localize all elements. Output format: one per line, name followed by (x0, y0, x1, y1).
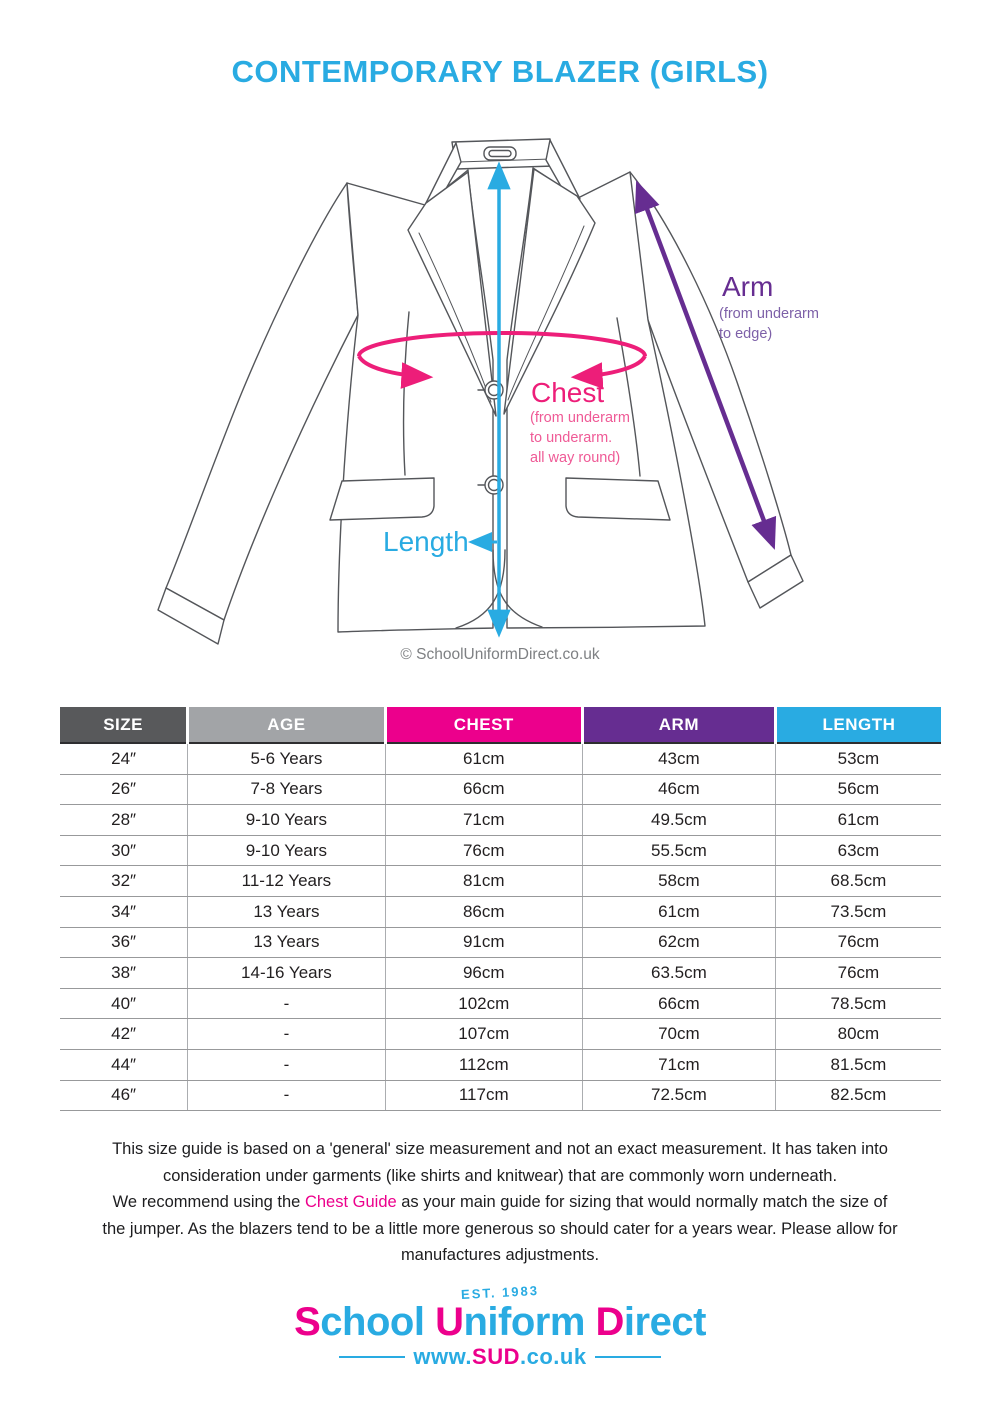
table-row (60, 988, 941, 1019)
logo-dash-left (339, 1356, 405, 1358)
chest-cell: 96cm (385, 958, 582, 989)
chest-cell: 107cm (385, 1019, 582, 1050)
table-row (60, 896, 941, 927)
chest-cell: 112cm (385, 1049, 582, 1080)
left-pocket-flap (330, 478, 434, 520)
arm-cell: 61cm (582, 896, 775, 927)
age-cell: 9-10 Years (188, 835, 385, 866)
length-cell: 76cm (775, 927, 941, 958)
age-cell: 13 Years (188, 896, 385, 927)
age-cell: - (188, 988, 385, 1019)
blazer-diagram (0, 130, 1000, 675)
chest-sublabel-2: to underarm. (530, 430, 613, 446)
size-cell: 26″ (60, 774, 188, 805)
length-cell: 76cm (775, 958, 941, 989)
size-cell: 30″ (60, 835, 188, 866)
chest-sublabel-1: (from underarm (530, 410, 630, 426)
table-row (60, 743, 941, 774)
chest-guide-link[interactable]: Chest Guide (304, 1193, 397, 1211)
age-cell: - (188, 1019, 385, 1050)
logo-dash-right (595, 1356, 661, 1358)
table-row (60, 958, 941, 989)
table-row (60, 866, 941, 897)
arm-cell: 49.5cm (582, 805, 775, 836)
length-cell: 80cm (775, 1019, 941, 1050)
arm-cell: 63.5cm (582, 958, 775, 989)
table-header-row (60, 707, 941, 743)
brand-logo (0, 1284, 1000, 1370)
arm-cell: 46cm (582, 774, 775, 805)
col-header-length: LENGTH (775, 707, 941, 743)
chest-cell: 117cm (385, 1080, 582, 1111)
url-suffix: .co.uk (520, 1344, 587, 1369)
hanger-loop-inner (489, 151, 511, 157)
arm-sublabel-2: to edge) (719, 326, 773, 342)
disclaimer-line: manufactures adjustments. (400, 1246, 600, 1264)
table-row (60, 835, 941, 866)
logo-wordmark (0, 1302, 1000, 1342)
disclaimer-text: We recommend using the (112, 1193, 305, 1211)
length-cell: 61cm (775, 805, 941, 836)
chest-cell: 61cm (385, 743, 582, 774)
disclaimer-line (50, 1189, 950, 1216)
size-cell: 34″ (60, 896, 188, 927)
chest-label: Chest (531, 377, 605, 408)
table-row (60, 1019, 941, 1050)
length-cell: 73.5cm (775, 896, 941, 927)
disclaimer-text: as your main guide for sizing that would normally match the size of (396, 1193, 888, 1211)
url-www: www. (413, 1344, 473, 1369)
size-cell: 44″ (60, 1049, 188, 1080)
arm-cell: 62cm (582, 927, 775, 958)
disclaimer-line: This size guide is based on a 'general' size measurement and not an exact measurement. It has taken into (112, 1140, 888, 1158)
col-header-chest: CHEST (385, 707, 582, 743)
blazer-illustration (0, 130, 1000, 675)
size-cell: 40″ (60, 988, 188, 1019)
length-cell: 68.5cm (775, 866, 941, 897)
logo-word: irect (623, 1300, 706, 1344)
size-cell: 36″ (60, 927, 188, 958)
table-row (60, 1080, 941, 1111)
chest-cell: 66cm (385, 774, 582, 805)
copyright-text: © SchoolUniformDirect.co.uk (400, 646, 600, 663)
col-header-size: SIZE (60, 707, 188, 743)
age-cell: 14-16 Years (188, 958, 385, 989)
logo-letter: S (294, 1300, 321, 1344)
arm-cell: 55.5cm (582, 835, 775, 866)
disclaimer-line: consideration under garments (like shirts and knitwear) that are commonly worn underneath. (162, 1166, 838, 1185)
page-title: CONTEMPORARY BLAZER (GIRLS) (231, 54, 769, 89)
chest-cell: 86cm (385, 896, 582, 927)
size-guide-table (60, 707, 941, 1111)
logo-word: niform (463, 1300, 585, 1344)
logo-url-row (0, 1344, 1000, 1370)
size-cell: 28″ (60, 805, 188, 836)
length-label: Length (383, 526, 469, 557)
age-cell: 5-6 Years (188, 743, 385, 774)
table-row (60, 774, 941, 805)
logo-word: chool (320, 1300, 425, 1344)
left-sleeve (166, 183, 358, 620)
chest-cell: 76cm (385, 835, 582, 866)
arm-label: Arm (722, 271, 774, 302)
arm-cell: 43cm (582, 743, 775, 774)
arm-cell: 72.5cm (582, 1080, 775, 1111)
length-cell: 82.5cm (775, 1080, 941, 1111)
age-cell: 9-10 Years (188, 805, 385, 836)
logo-letter: U (435, 1300, 464, 1344)
age-cell: - (188, 1049, 385, 1080)
col-header-age: AGE (188, 707, 385, 743)
arm-cell: 66cm (582, 988, 775, 1019)
arm-cell: 71cm (582, 1049, 775, 1080)
size-cell: 46″ (60, 1080, 188, 1111)
right-pocket-flap (566, 478, 670, 520)
length-cell: 78.5cm (775, 988, 941, 1019)
length-cell: 53cm (775, 743, 941, 774)
arm-sublabel-1: (from underarm (719, 306, 819, 322)
size-guide-disclaimer (50, 1136, 950, 1269)
col-header-arm: ARM (582, 707, 775, 743)
size-cell: 32″ (60, 866, 188, 897)
table-row (60, 805, 941, 836)
length-cell: 63cm (775, 835, 941, 866)
size-cell: 42″ (60, 1019, 188, 1050)
chest-sublabel-3: all way round) (530, 450, 621, 466)
size-cell: 24″ (60, 743, 188, 774)
chest-cell: 71cm (385, 805, 582, 836)
chest-cell: 102cm (385, 988, 582, 1019)
url-sud: SUD (472, 1344, 520, 1369)
table-row (60, 927, 941, 958)
website-link[interactable] (413, 1344, 586, 1370)
logo-est-text: EST. 1983 (460, 1282, 540, 1303)
arm-cell: 70cm (582, 1019, 775, 1050)
chest-cell: 81cm (385, 866, 582, 897)
disclaimer-line: the jumper. As the blazers tend to be a little more generous so should cater for a years wear. Please allow for (102, 1219, 898, 1238)
age-cell: 11-12 Years (188, 866, 385, 897)
arm-cell: 58cm (582, 866, 775, 897)
table-row (60, 1049, 941, 1080)
length-cell: 81.5cm (775, 1049, 941, 1080)
logo-letter: D (595, 1300, 624, 1344)
size-cell: 38″ (60, 958, 188, 989)
age-cell: - (188, 1080, 385, 1111)
age-cell: 13 Years (188, 927, 385, 958)
length-cell: 56cm (775, 774, 941, 805)
age-cell: 7-8 Years (188, 774, 385, 805)
chest-cell: 91cm (385, 927, 582, 958)
